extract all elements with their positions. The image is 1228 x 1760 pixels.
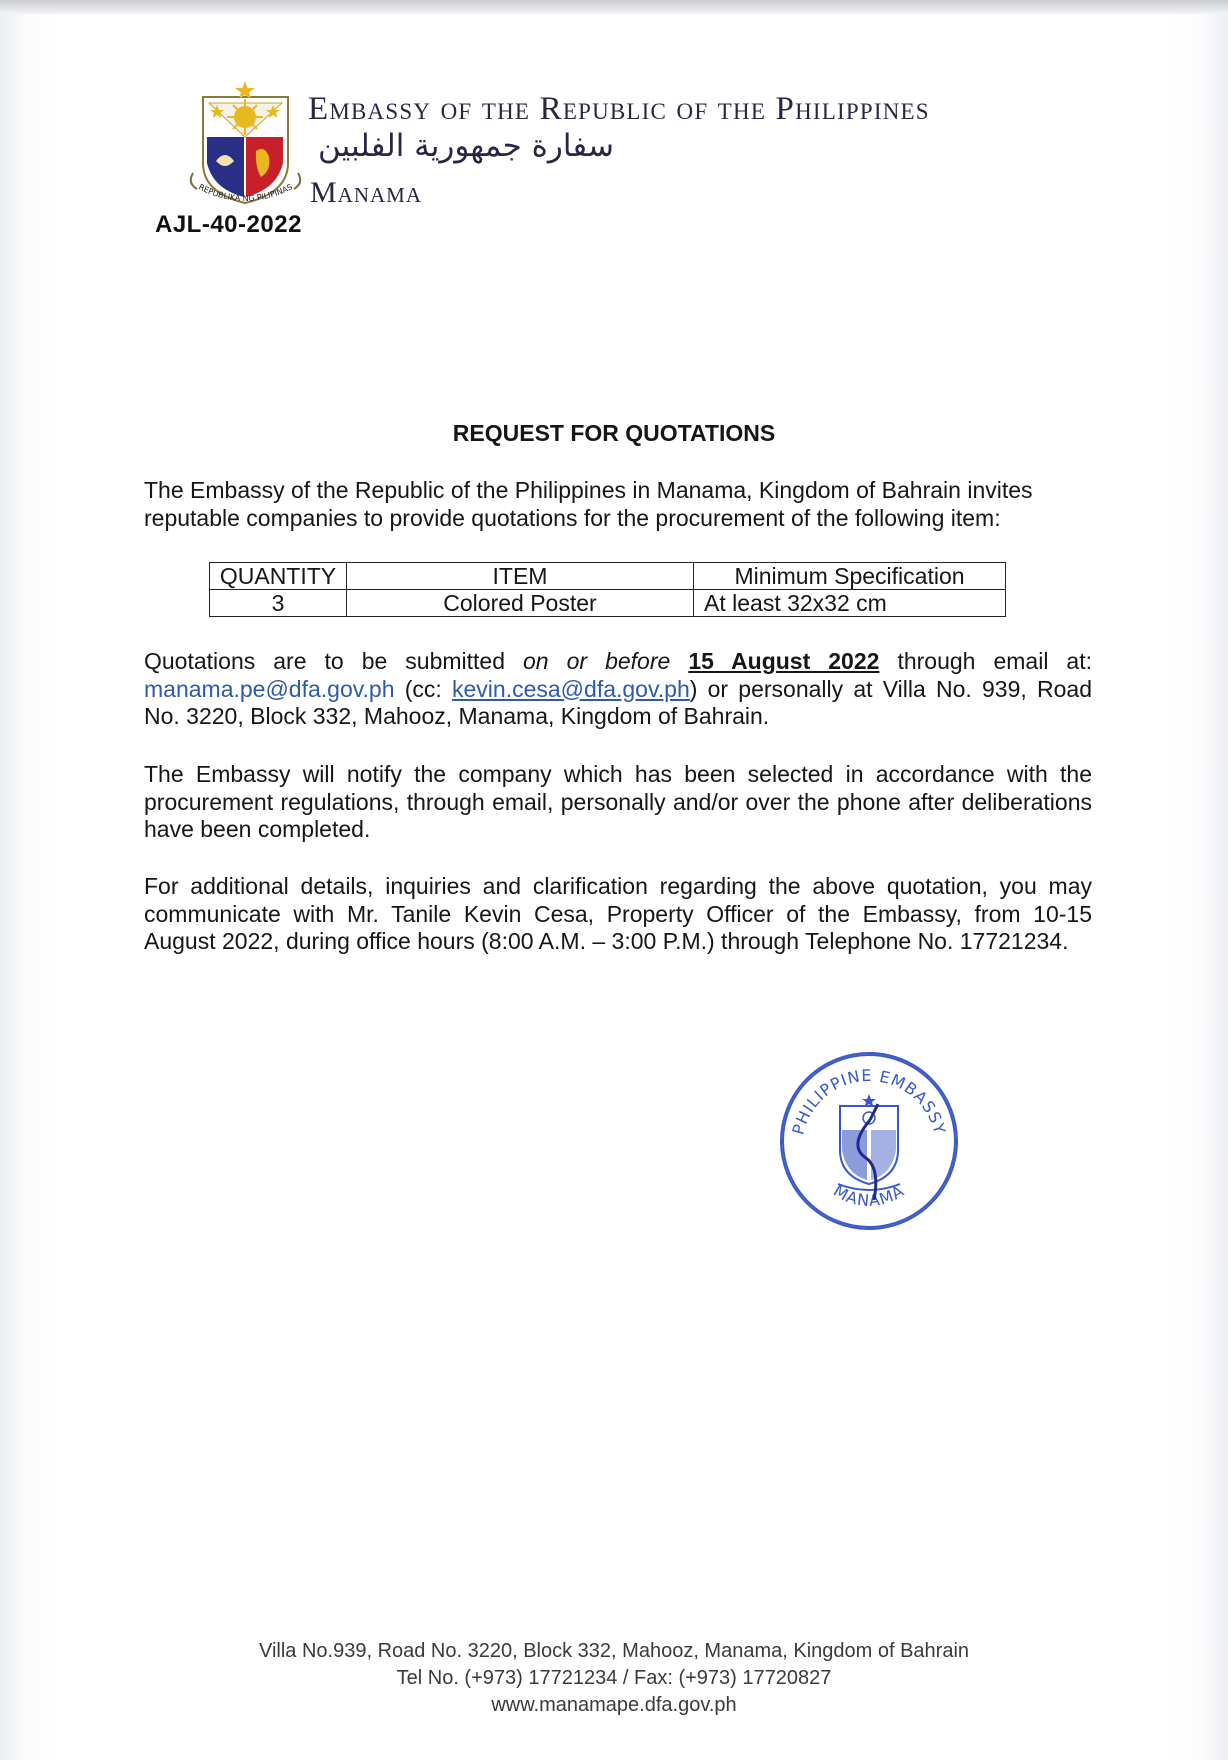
intro-paragraph: The Embassy of the Republic of the Philippines in Manama, Kingdom of Bahrain invites reputable companies to provide quotations for the procurement of the following item: [144,477,1033,531]
inquiries-paragraph: For additional details, inquiries and clarification regarding the above quotation, you may communicate with Mr. Tanile Kevin Cesa, Property Officer of the Embassy, from 10-15 August 2022, during office hours (8:00 A.M. – 3:00 P.M.) through Telephone No. 17721234. [144,873,1092,954]
cc-suffix: ) [689,675,698,702]
stamp-top-text: PHILIPPINE EMBASSY [788,1065,950,1137]
footer [0,1638,1228,1719]
embassy-title-arabic: سفارة جمهورية الفلبين [318,128,614,164]
stamp-bottom-text: MANAMA [830,1180,908,1211]
cell-item: Colored Poster [347,590,694,617]
embassy-city: Manama [310,176,423,209]
footer-address: Villa No.939, Road No. 3220, Block 332, Mahooz, Manama, Kingdom of Bahrain [258,1640,970,1662]
submission-address: or personally at Villa No. 939, Road No. 3220, Block 332, Mahooz, Manama, Kingdom of Bahrain. [144,675,1092,729]
cc-email-link[interactable]: kevin.cesa@dfa.gov.ph [452,675,690,702]
footer-phone-fax: Tel No. (+973) 17721234 / Fax: (+973) 17720827 [396,1667,832,1689]
seal-lettering: REPUBLIKA NG PILIPINAS [197,182,294,204]
header-item: ITEM [347,563,694,590]
header-specification: Minimum Specification [694,563,1006,590]
scan-edge [0,0,1228,14]
cell-specification: At least 32x32 cm [694,590,1006,617]
document-title: REQUEST FOR QUOTATIONS [452,420,776,446]
header-quantity: QUANTITY [210,563,347,590]
reference-number: AJL-40-2022 [155,211,302,238]
items-table [209,562,1006,617]
deadline-date: 15 August 2022 [688,648,880,674]
email-link[interactable]: manama.pe@dfa.gov.ph [144,675,395,702]
deadline-phrase: on or before [523,648,671,674]
table-row [210,590,1006,617]
cell-quantity: 3 [210,590,347,617]
submission-paragraph [144,648,1092,731]
submission-through: through email at: [879,648,1093,674]
table-header-row [210,563,1006,590]
embassy-seal-stamp-icon [778,1050,960,1232]
philippine-coat-of-arms-icon [183,75,308,217]
embassy-title: Embassy of the Republic of the Philippines [308,91,930,127]
cc-prefix: (cc: [394,675,453,702]
notification-paragraph: The Embassy will notify the company which has been selected in accordance with the procurement regulations, through email, personally and/or over the phone after deliberations have been completed. [144,761,1092,842]
submission-lead: Quotations are to be submitted [144,648,524,674]
footer-website[interactable]: www.manamape.dfa.gov.ph [491,1694,737,1716]
